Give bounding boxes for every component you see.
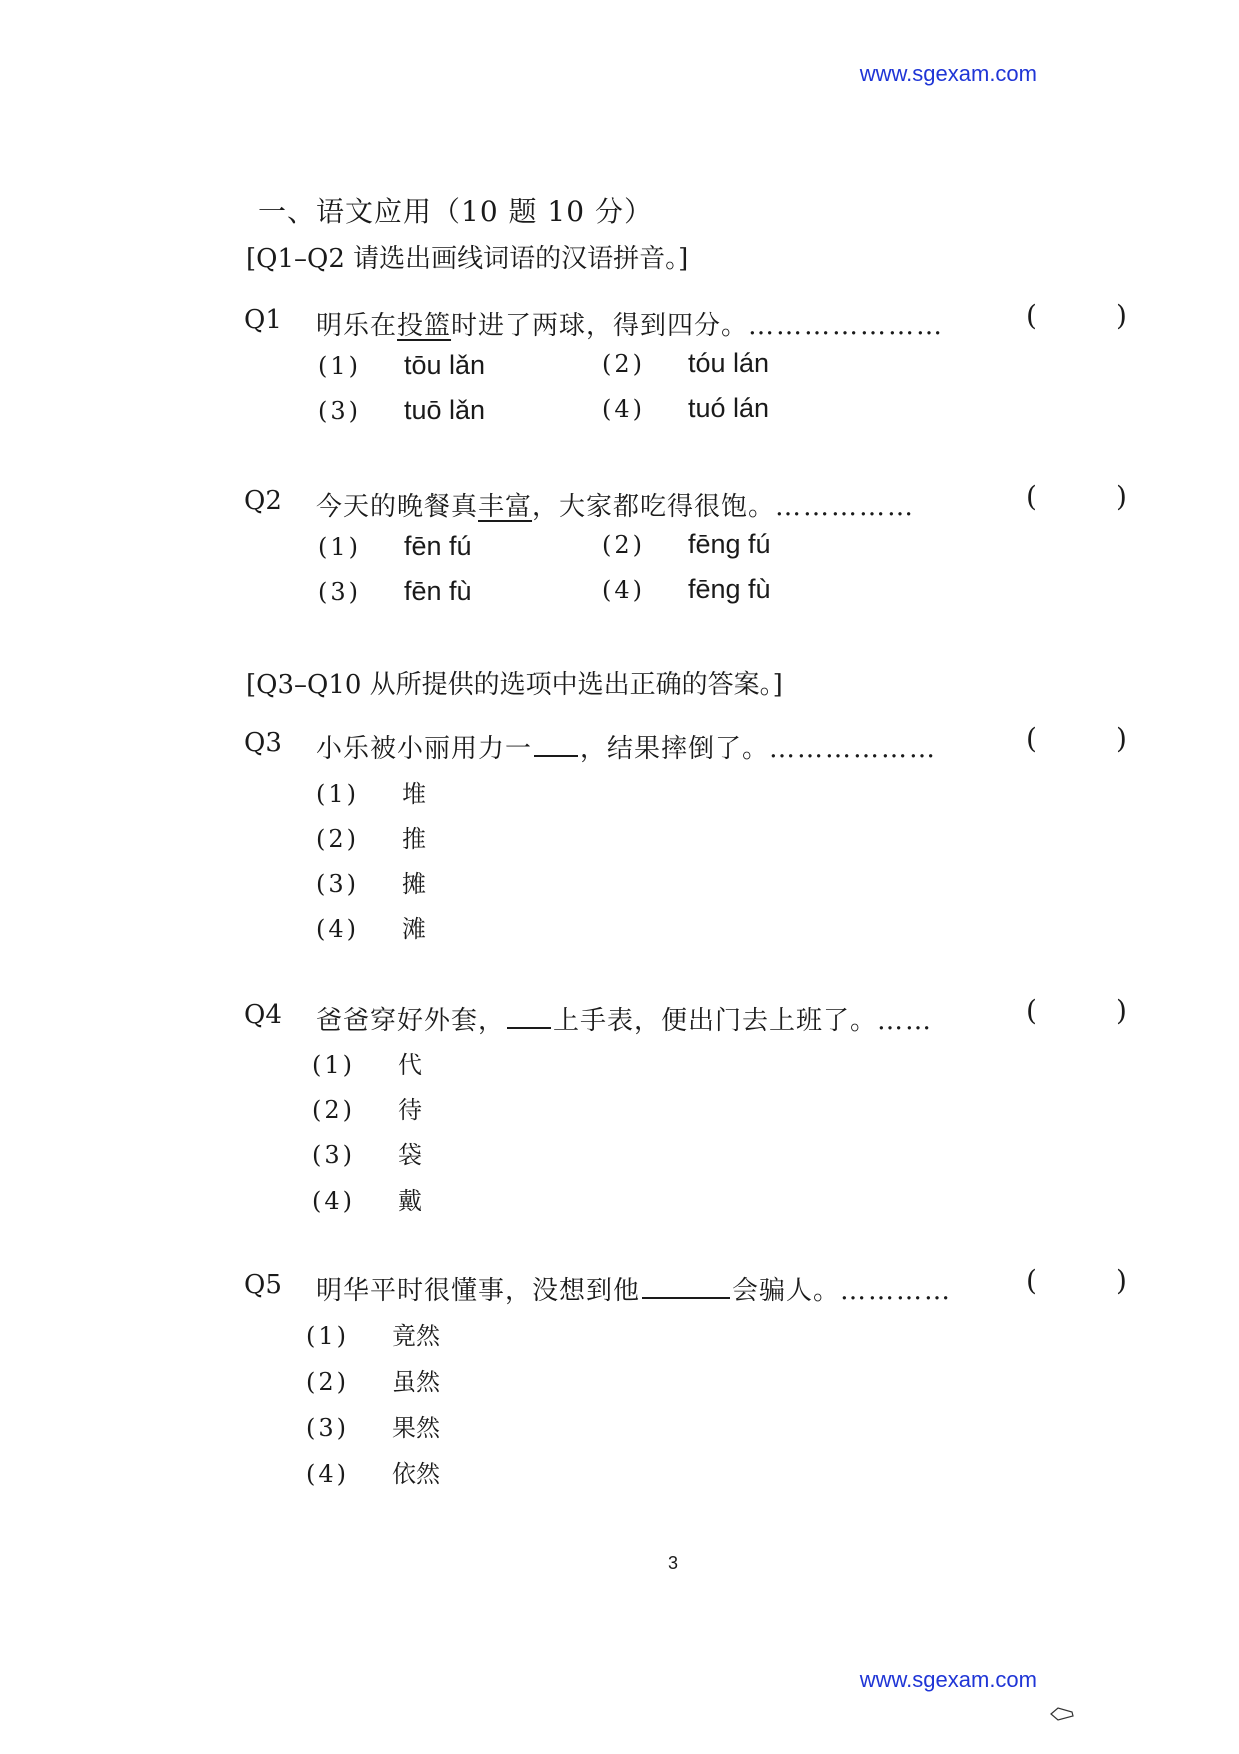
fill-in-blank: [507, 1005, 551, 1029]
answer-paren-close: ): [1116, 994, 1127, 1027]
leader-dots: ……: [877, 1006, 934, 1036]
option-2[interactable]: (2) 推: [316, 825, 426, 853]
option-2[interactable]: (2) 待: [312, 1096, 422, 1124]
option-4[interactable]: (4) fēng fù: [602, 574, 771, 604]
question-text: 明华平时很懂事，没想到他 会骗人。…………: [316, 1276, 953, 1306]
page-number: 3: [668, 1553, 679, 1573]
underlined-word: 投篮: [397, 311, 452, 341]
question-number: Q2: [244, 486, 282, 516]
option-3[interactable]: (3) 果然: [306, 1414, 440, 1442]
underlined-word: 丰富: [478, 492, 533, 522]
answer-paren-open: (: [1026, 480, 1037, 513]
question-text: 今天的晚餐真丰富，大家都吃得很饱。……………: [316, 492, 916, 522]
instruction-q3-q10: [Q3–Q10 从所提供的选项中选出正确的答案。]: [246, 670, 783, 700]
leader-dots: …………: [840, 1276, 953, 1306]
option-1[interactable]: (1) fēn fú: [318, 531, 472, 561]
answer-paren-close: ): [1116, 1264, 1127, 1297]
question-text: 明乐在投篮时进了两球，得到四分。…………………: [316, 311, 945, 341]
answer-paren-close: ): [1116, 480, 1127, 513]
answer-paren-open: (: [1026, 994, 1037, 1027]
answer-paren-open: (: [1026, 1264, 1037, 1297]
option-1[interactable]: (1) tōu lǎn: [318, 350, 486, 380]
question-number: Q4: [244, 1000, 282, 1030]
question-text: 爸爸穿好外套， 上手表，便出门去上班了。……: [316, 1006, 934, 1036]
answer-paren-close: ): [1116, 722, 1127, 755]
section-title: 一、语文应用（10 题 10 分）: [258, 195, 653, 228]
option-4[interactable]: (4) 滩: [316, 915, 426, 943]
option-2[interactable]: (2) 虽然: [306, 1368, 440, 1396]
answer-paren-close: ): [1116, 299, 1127, 332]
question-number: Q3: [244, 728, 282, 758]
fill-in-blank: [642, 1275, 730, 1299]
option-3[interactable]: (3) fēn fù: [318, 576, 472, 606]
pointer-hand-icon: [1050, 1706, 1074, 1722]
leader-dots: …………………: [748, 311, 945, 341]
option-4[interactable]: (4) 戴: [312, 1187, 422, 1215]
option-4[interactable]: (4) 依然: [306, 1460, 440, 1488]
option-2[interactable]: (2) tóu lán: [602, 348, 770, 378]
option-2[interactable]: (2) fēng fú: [602, 529, 771, 559]
option-3[interactable]: (3) 袋: [312, 1141, 422, 1169]
fill-in-blank: [534, 733, 578, 757]
option-1[interactable]: (1) 堆: [316, 780, 426, 808]
leader-dots: ……………: [775, 492, 916, 522]
watermark-top: www.sgexam.com: [859, 61, 1037, 86]
option-3[interactable]: (3) 摊: [316, 870, 426, 898]
leader-dots: ………………: [769, 734, 938, 764]
question-number: Q5: [244, 1270, 282, 1300]
question-text: 小乐被小丽用力一 ，结果摔倒了。………………: [316, 734, 938, 764]
option-1[interactable]: (1) 竟然: [306, 1322, 440, 1350]
instruction-q1-q2: [Q1–Q2 请选出画线词语的汉语拼音。]: [246, 244, 689, 274]
option-1[interactable]: (1) 代: [312, 1051, 422, 1079]
question-number: Q1: [244, 305, 282, 335]
answer-paren-open: (: [1026, 722, 1037, 755]
option-4[interactable]: (4) tuó lán: [602, 393, 770, 423]
option-3[interactable]: (3) tuō lǎn: [318, 395, 486, 425]
watermark-bottom: www.sgexam.com: [859, 1667, 1037, 1692]
answer-paren-open: (: [1026, 299, 1037, 332]
